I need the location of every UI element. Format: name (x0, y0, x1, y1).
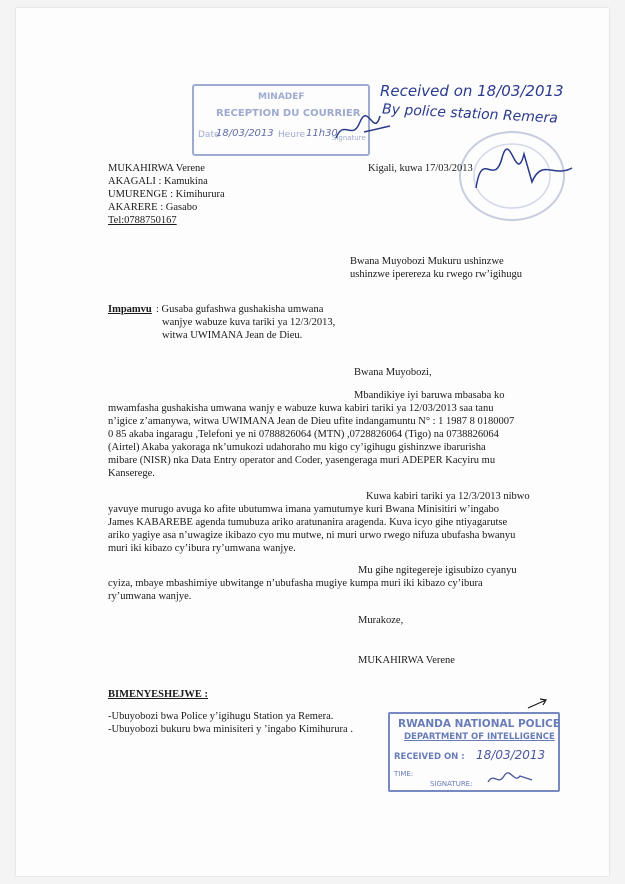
stamp-minadef-date-value: 18/03/2013 (216, 128, 274, 139)
signature-scribble-2 (472, 138, 582, 198)
stamp-minadef-line2: RECEPTION DU COURRIER (216, 108, 361, 119)
stamp-police-time-label: TIME: (394, 770, 414, 778)
stamp-minadef-heure-value: 11h30 (306, 128, 338, 139)
sender-akagali: AKAGALI : Kamukina (108, 176, 208, 187)
sender-name: MUKAHIRWA Verene (108, 163, 205, 174)
paragraph2-line: ariko yagiye asa n’uwagize ikibazo cyo mu mutwe, ni muri urwo rwego nifuza ubufasha bwanyu (108, 530, 516, 541)
subject-line3: witwa UWIMANA Jean de Dieu. (162, 330, 303, 341)
sender-akarere: AKARERE : Gasabo (108, 202, 198, 213)
paragraph1-line: mibare (NISR) nka Data Entry operator and Coder, yasengeraga muri ADEPER Kacyiru mu (108, 455, 496, 466)
subject-line2: wanjye wabuze kuva tariki ya 12/3/2013, (162, 317, 336, 328)
sender-tel: Tel:0788750167 (108, 215, 177, 226)
stamp-minadef-date-label: Date (198, 130, 220, 140)
subject-label: Impamvu (108, 304, 152, 315)
stamp-police-received-label: RECEIVED ON : (394, 752, 465, 762)
stamp-minadef-heure-label: Heure (278, 130, 306, 140)
paragraph1-line: n’igice z’amanywa, witwa UWIMANA Jean de Dieu ufite indangamuntu N° : 1 1987 8 0180007 (108, 416, 515, 427)
stamp-police-received-value: 18/03/2013 (476, 748, 546, 762)
stamp-police-line1: RWANDA NATIONAL POLICE (398, 718, 561, 730)
paragraph3-line: ry’umwana wanjye. (108, 591, 192, 602)
cc-item: -Ubuyobozi bukuru bwa minisiteri y ’ingabo Kimihurura . (108, 724, 353, 735)
handwritten-received-line1: Received on 18/03/2013 (380, 82, 564, 100)
subject-line1: : Gusaba gufashwa gushakisha umwana (156, 304, 324, 315)
stamp-minadef-line1: MINADEF (258, 92, 305, 102)
recipient-line1: Bwana Muyobozi Mukuru ushinzwe (350, 256, 504, 267)
paragraph3-line: Mu gihe ngitegereje igisubizo cyanyu (358, 565, 517, 576)
paragraph1-line: Mbandikiye iyi baruwa mbasaba ko (354, 390, 505, 401)
stamp-police-signature-scribble (486, 770, 536, 788)
paragraph1-line: Kanserege. (108, 468, 155, 479)
paragraph1-line: 0 85 akaba ingaragu ,Telefoni ye ni 0788826064 (MTN) ,0728826064 (Tigo) na 0738826064 (108, 429, 499, 440)
letter-page (16, 8, 609, 876)
stamp-police-line2: DEPARTMENT OF INTELLIGENCE (404, 732, 555, 742)
paragraph2-line: muri iki kibazo cy’ibura ry’umwana wanjye. (108, 543, 296, 554)
recipient-line2: ushinzwe iperereza ku rwego rw’igihugu (350, 269, 523, 280)
cc-item: -Ubuyobozi bwa Police y’igihugu Station ya Remera. (108, 711, 334, 722)
paragraph3-line: cyiza, mbaye mbashimiye ubwitange n’ubufasha mugiye kumpa muri iki kibazo cy’ibura (108, 578, 483, 589)
cc-title: BIMENYESHEJWE : (108, 689, 209, 700)
arrow-mark (526, 696, 550, 712)
stamp-police-signature-label: SIGNATURE: (430, 780, 473, 788)
paragraph2-line: yavuye murugo avuga ko afite ubutumwa imana yamutumye kuri Bwana Minisitiri w’ingabo (108, 504, 500, 515)
stamp-minadef-signature-label: Signature (332, 134, 366, 142)
police-received-stamp (388, 712, 560, 792)
paragraph1-line: (Airtel) Akaba yakoraga nk’umukozi udahoraho mu kigo cy’igihugu gishinzwe ibarurisha (108, 442, 486, 453)
paragraph2-line: James KABAREBE agenda tumubuza ariko aratunanira aragenda. Kuva icyo gihe ntiyagarutse (108, 517, 508, 528)
paragraph1-line: mwamfasha gushakisha umwana wanjy e wabuze kuwa kabiri tariki ya 12/03/2013 saa tanu (108, 403, 494, 414)
paragraph2-line: Kuwa kabiri tariki ya 12/3/2013 nibwo (366, 491, 530, 502)
closing: Murakoze, (358, 615, 404, 626)
place-date: Kigali, kuwa 17/03/2013 (368, 163, 473, 174)
salutation: Bwana Muyobozi, (354, 367, 432, 378)
signature-name: MUKAHIRWA Verene (358, 655, 455, 666)
sender-umurenge: UMURENGE : Kimihurura (108, 189, 225, 200)
handwritten-received-line2: By police station Remera (381, 101, 559, 127)
